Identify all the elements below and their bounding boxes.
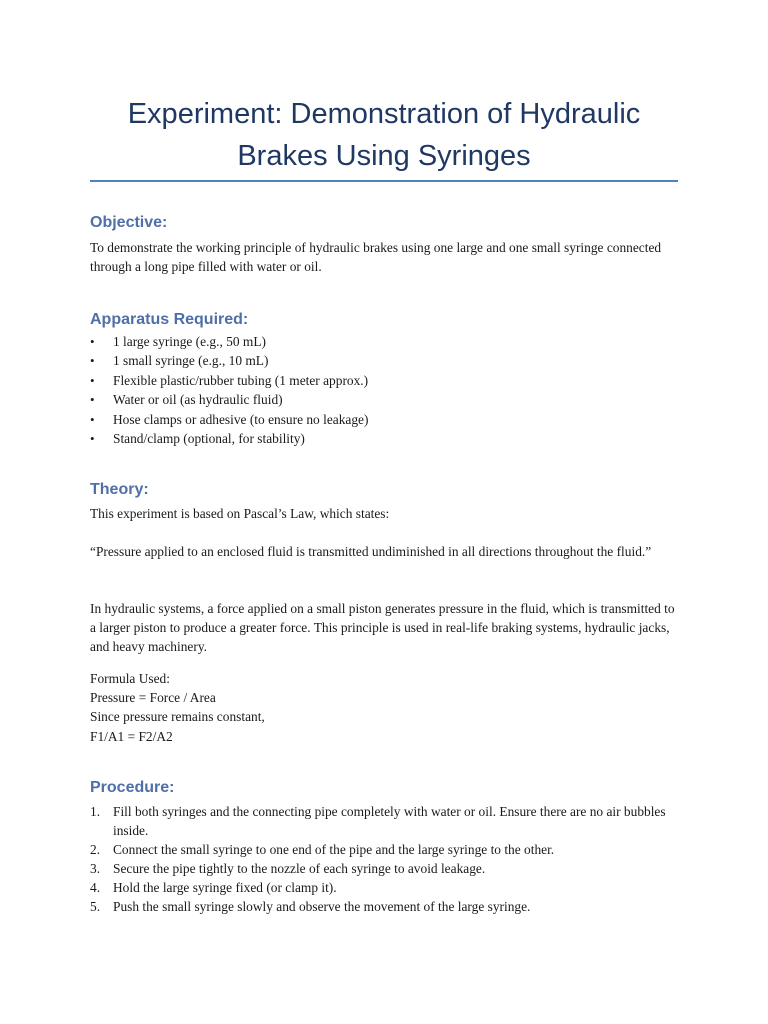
title-underline (90, 180, 678, 182)
step-number: 1. (90, 804, 101, 819)
procedure-step (90, 897, 680, 916)
apparatus-item (90, 410, 368, 429)
objective-text: To demonstrate the working principle of hydraulic brakes using one large and one small syringe connected through a long pipe filled with water or oil. (90, 240, 662, 274)
procedure-heading: Procedure: (90, 779, 175, 796)
formula-pressure: Pressure = Force / Area (90, 690, 216, 705)
step-number: 2. (90, 842, 101, 857)
apparatus-item (90, 351, 368, 370)
step-text: Push the small syringe slowly and observe the movement of the large syringe. (113, 899, 531, 914)
bullet-icon: • (90, 372, 95, 388)
formula-label: Formula Used: (90, 671, 170, 686)
procedure-list (90, 802, 680, 916)
theory-intro: This experiment is based on Pascal’s Law, which states: (90, 506, 390, 521)
apparatus-item (90, 390, 368, 409)
procedure-step (90, 878, 680, 897)
apparatus-item-text: Hose clamps or adhesive (to ensure no leakage) (113, 411, 369, 427)
step-number: 3. (90, 861, 101, 876)
bullet-icon: • (90, 392, 95, 408)
apparatus-item-text: 1 small syringe (e.g., 10 mL) (113, 353, 269, 369)
apparatus-item-text: Water or oil (as hydraulic fluid) (113, 392, 283, 408)
bullet-icon: • (90, 353, 95, 369)
pascal-law-quote: “Pressure applied to an enclosed fluid is transmitted undiminished in all directions throughout the fluid.” (90, 544, 652, 559)
apparatus-item (90, 429, 368, 448)
formula-constant-note: Since pressure remains constant, (90, 709, 265, 724)
apparatus-heading: Apparatus Required: (90, 311, 249, 328)
theory-heading: Theory: (90, 481, 149, 498)
apparatus-item-text: Stand/clamp (optional, for stability) (113, 431, 305, 447)
objective-heading: Objective: (90, 214, 168, 231)
step-number: 4. (90, 880, 101, 895)
step-text: Secure the pipe tightly to the nozzle of each syringe to avoid leakage. (113, 861, 486, 876)
bullet-icon: • (90, 411, 95, 427)
apparatus-list (90, 332, 368, 448)
bullet-icon: • (90, 431, 95, 447)
procedure-step (90, 802, 680, 840)
procedure-step (90, 840, 680, 859)
bullet-icon: • (90, 334, 95, 349)
procedure-step (90, 859, 680, 878)
apparatus-item-text: Flexible plastic/rubber tubing (1 meter approx.) (113, 372, 369, 388)
formula-equation: F1/A1 = F2/A2 (90, 729, 173, 744)
step-text: Hold the large syringe fixed (or clamp it). (113, 880, 337, 895)
step-number: 5. (90, 899, 101, 914)
document-title: Experiment: Demonstration of Hydraulic Brakes Using Syringes (127, 98, 641, 172)
apparatus-item (90, 371, 368, 390)
step-text: Fill both syringes and the connecting pipe completely with water or oil. Ensure there are no air bubbles inside. (113, 804, 666, 838)
apparatus-item (90, 332, 368, 351)
apparatus-item-text: 1 large syringe (e.g., 50 mL) (113, 334, 266, 349)
step-text: Connect the small syringe to one end of the pipe and the large syringe to the other. (113, 842, 555, 857)
theory-paragraph: In hydraulic systems, a force applied on a small piston generates pressure in the fluid, which is transmitted to a larger piston to produce a greater force. This principle is used in real-life braking systems, hydraulic jacks, and heavy machinery. (90, 601, 675, 654)
